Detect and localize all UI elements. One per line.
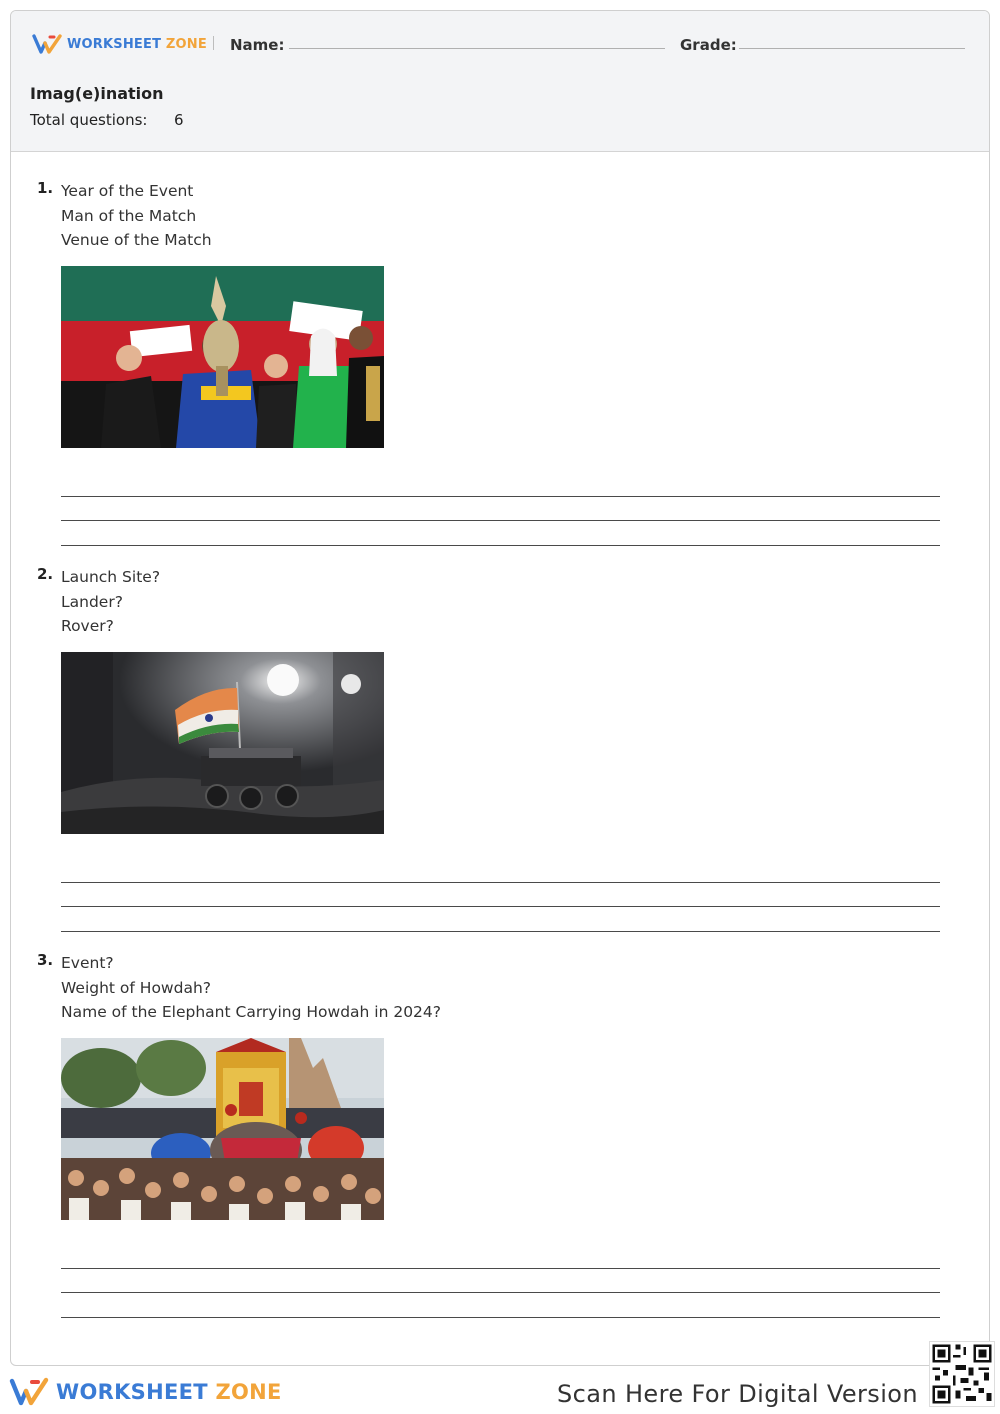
logo-word-worksheet: WORKSHEET <box>67 36 162 52</box>
answer-line[interactable] <box>61 520 940 521</box>
answer-line[interactable] <box>61 1268 940 1269</box>
footer-logo-word-zone: ZONE <box>215 1380 282 1404</box>
worksheet-title: Imag(e)ination <box>30 84 164 103</box>
footer-logo-icon <box>9 1376 51 1408</box>
question-number: 3. <box>37 951 54 969</box>
lunar-rover-photo <box>61 652 384 834</box>
question-prompt <box>61 179 212 253</box>
total-questions-value: 6 <box>174 111 184 129</box>
answer-line[interactable] <box>61 1292 940 1293</box>
elephant-procession-illustration <box>61 1038 384 1220</box>
answer-line[interactable] <box>61 496 940 497</box>
grade-label: Grade: <box>680 36 737 54</box>
worksheet-zone-logo-icon <box>32 33 64 55</box>
prompt-line: Lander? <box>61 592 123 611</box>
answer-line[interactable] <box>61 931 940 932</box>
question-number: 1. <box>37 179 54 197</box>
answer-line[interactable] <box>61 545 940 546</box>
prompt-line: Man of the Match <box>61 206 197 225</box>
cricket-trophy-photo <box>61 266 384 448</box>
scan-instruction: Scan Here For Digital Version <box>557 1380 918 1408</box>
qr-code-icon[interactable] <box>929 1341 995 1407</box>
prompt-line: Rover? <box>61 617 114 636</box>
prompt-line: Venue of the Match <box>61 231 212 250</box>
name-label: Name: <box>230 36 285 54</box>
worksheet-header <box>11 11 989 152</box>
prompt-line: Launch Site? <box>61 568 161 586</box>
prompt-line: Weight of Howdah? <box>61 978 211 997</box>
elephant-procession-photo <box>61 1038 384 1220</box>
question-number: 2. <box>37 565 54 583</box>
question-prompt <box>61 565 160 639</box>
prompt-line: Event? <box>61 954 114 972</box>
question-prompt <box>61 951 441 1025</box>
logo-word-zone: ZONE <box>165 36 207 52</box>
answer-line[interactable] <box>61 1317 940 1318</box>
footer-logo-word-worksheet: WORKSHEET <box>56 1380 208 1404</box>
answer-line[interactable] <box>61 906 940 907</box>
footer-worksheet-zone-logo[interactable] <box>9 1376 282 1408</box>
total-questions-label: Total questions: <box>30 111 148 129</box>
name-field[interactable] <box>289 48 665 49</box>
answer-line[interactable] <box>61 882 940 883</box>
qr-code-graphic <box>930 1342 994 1406</box>
header-divider <box>213 36 214 50</box>
prompt-line: Name of the Elephant Carrying Howdah in 2024? <box>61 1003 442 1022</box>
logo-wordmark <box>67 37 207 52</box>
worksheet-zone-logo[interactable] <box>32 33 207 55</box>
prompt-line: Year of the Event <box>61 182 194 200</box>
grade-field[interactable] <box>739 48 965 49</box>
cricket-trophy-illustration <box>61 266 384 448</box>
footer-logo-wordmark <box>56 1380 282 1404</box>
lunar-rover-illustration <box>61 652 384 834</box>
worksheet-page <box>10 10 990 1366</box>
